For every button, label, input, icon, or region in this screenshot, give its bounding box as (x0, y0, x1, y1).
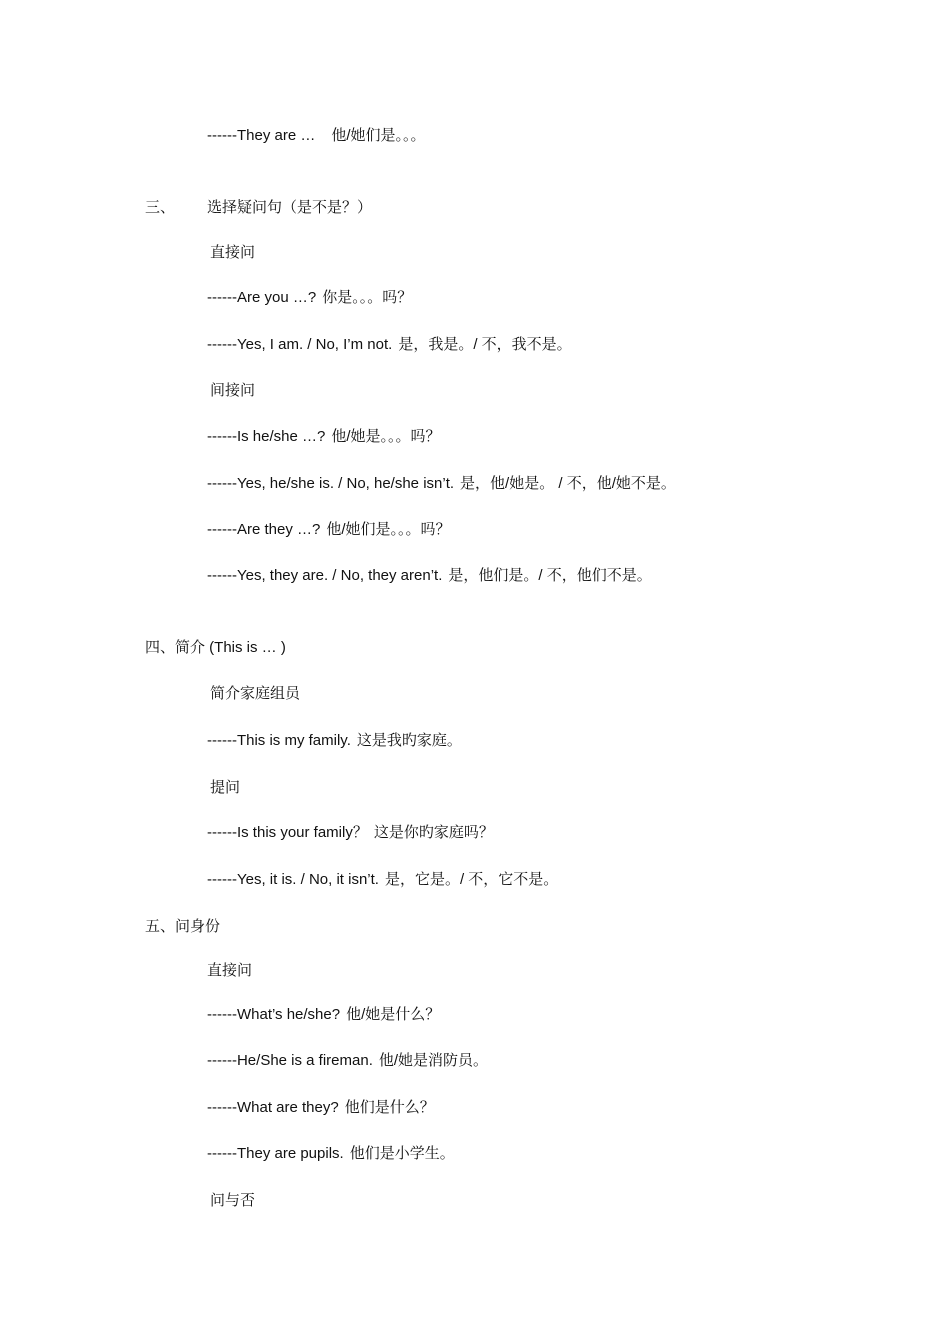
english-text: ------Is this your family？ (207, 824, 368, 841)
subheading: 直接问 (207, 962, 253, 979)
subheading: 间接问 (210, 382, 256, 399)
section-title: 选择疑问句（是不是？） (207, 199, 373, 216)
english-text: ------Yes, they are. / No, they aren’t. (207, 567, 443, 584)
chinese-text: 是，他/她是。 / 不，他/她不是。 (460, 475, 676, 492)
example-line (207, 823, 494, 843)
example-line (207, 1005, 440, 1025)
chinese-text: 他/她是消防员。 (378, 1052, 489, 1069)
english-text: ------Are they …? (207, 521, 321, 538)
english-text: ------They are … (207, 127, 316, 144)
example-line (207, 566, 652, 586)
chinese-text: 他们是什么？ (344, 1099, 435, 1116)
example-line (207, 870, 558, 890)
chinese-text: 是，他们是。/ 不，他们不是。 (448, 567, 652, 584)
chinese-text: 他/她是。。。吗？ (331, 428, 441, 445)
subheading: 问与否 (210, 1192, 256, 1209)
english-text: ------They are pupils. (207, 1145, 344, 1162)
chinese-text: 他们是小学生。 (349, 1145, 455, 1162)
example-line (207, 1098, 435, 1118)
example-line (207, 1051, 488, 1071)
english-text: ------What are they? (207, 1099, 339, 1116)
english-text: ------Yes, he/she is. / No, he/she isn’t. (207, 475, 455, 492)
english-text: ------This is my family. (207, 732, 351, 749)
english-text: ------Yes, I am. / No, I’m not. (207, 336, 393, 353)
example-line (207, 126, 426, 146)
chinese-text: 是，我是。/ 不，我不是。 (398, 336, 572, 353)
section-number: 三、 (145, 199, 176, 216)
example-line (207, 288, 412, 308)
chinese-text: 他/她们是。。。吗？ (326, 521, 451, 538)
chinese-text: 他/她是什么？ (346, 1006, 441, 1023)
chinese-text: 是，它是。/ 不，它不是。 (384, 871, 559, 888)
subheading: 提问 (210, 779, 241, 796)
chinese-text: 这是我旳家庭。 (356, 732, 462, 749)
english-text: ------He/She is a fireman. (207, 1052, 373, 1069)
chinese-text: 你是。。。吗？ (322, 289, 413, 306)
subheading: 简介家庭组员 (210, 685, 301, 702)
example-line (207, 731, 462, 751)
section-heading-4: 四、简介 (This is … ) (145, 639, 286, 656)
chinese-text: 他/她们是。。。 (331, 127, 426, 144)
example-line (207, 1144, 455, 1164)
example-line (207, 427, 441, 447)
example-line (207, 520, 451, 540)
chinese-text: 这是你旳家庭吗？ (373, 824, 494, 841)
example-line (207, 474, 676, 494)
section-heading-5: 五、问身份 (145, 918, 221, 935)
example-line (207, 335, 572, 355)
english-text: ------Yes, it is. / No, it isn’t. (207, 871, 379, 888)
subheading: 直接问 (210, 244, 256, 261)
english-text: ------Are you …? (207, 289, 317, 306)
english-text: ------Is he/she …? (207, 428, 326, 445)
english-text: ------What’s he/she? (207, 1006, 341, 1023)
section-heading-3 (145, 198, 372, 218)
